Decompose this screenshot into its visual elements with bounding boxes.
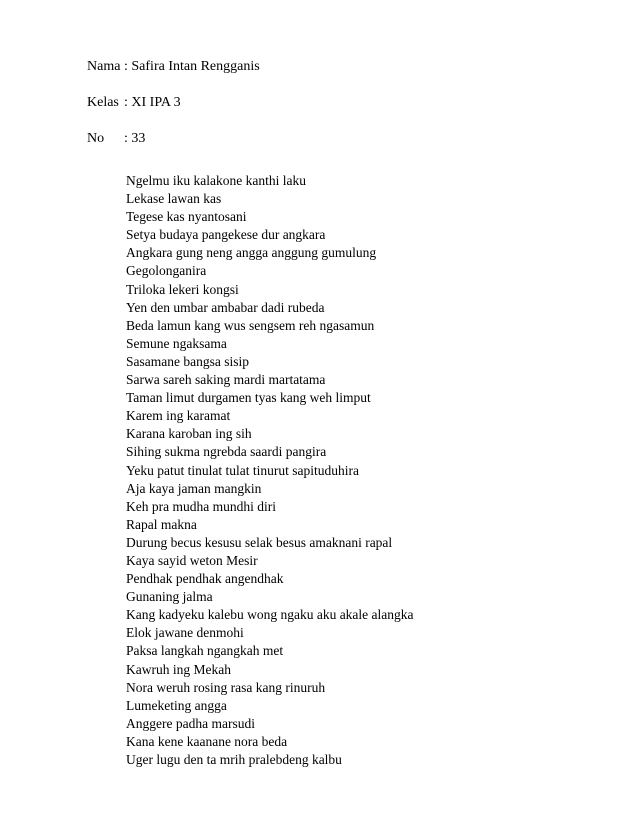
- poem-line: Angkara gung neng angga anggung gumulung: [126, 245, 377, 261]
- poem-line: Kang kadyeku kalebu wong ngaku aku akale alangka: [126, 607, 414, 623]
- poem-line: Elok jawane denmohi: [126, 625, 244, 641]
- poem-line: Keh pra mudha mundhi diri: [126, 498, 276, 514]
- poem-line: Karem ing karamat: [126, 408, 231, 424]
- poem-line: Sarwa sareh saking mardi martatama: [126, 372, 326, 388]
- poem-line: Gunaning jalma: [126, 589, 213, 605]
- poem-line: Sasamane bangsa sisip: [126, 353, 249, 369]
- class-row: [87, 94, 260, 112]
- poem-line: Kaya sayid weton Mesir: [126, 552, 258, 568]
- poem-line: Setya budaya pangekese dur angkara: [126, 227, 326, 243]
- poem-line: Yeku patut tinulat tulat tinurut sapituduhira: [126, 462, 359, 478]
- student-info: [87, 58, 260, 166]
- name-row: [87, 58, 260, 76]
- poem-line: Lekase lawan kas: [126, 191, 222, 207]
- poem-line: Taman limut durgamen tyas kang weh limput: [126, 390, 371, 406]
- poem-line: Pendhak pendhak angendhak: [126, 571, 284, 587]
- poem-line: Nora weruh rosing rasa kang rinuruh: [126, 679, 326, 695]
- name-label: Nama: [87, 59, 121, 74]
- poem-line: Durung becus kesusu selak besus amaknani rapal: [126, 534, 393, 550]
- poem-line: Paksa langkah ngangkah met: [126, 643, 284, 659]
- number-row: [87, 130, 260, 148]
- poem-line: Rapal makna: [126, 516, 197, 532]
- name-value: : Safira Intan Rengganis: [124, 59, 260, 74]
- poem-line: Uger lugu den ta mrih pralebdeng kalbu: [126, 752, 342, 767]
- poem-line: Ngelmu iku kalakone kanthi laku: [126, 173, 306, 188]
- poem-text: [126, 172, 414, 769]
- poem-line: Gegolonganira: [126, 263, 207, 279]
- poem-line: Anggere padha marsudi: [126, 715, 255, 731]
- poem-line: Beda lamun kang wus sengsem reh ngasamun: [126, 317, 375, 333]
- class-label: Kelas: [87, 95, 119, 110]
- number-value: : 33: [124, 131, 146, 146]
- poem-line: Karana karoban ing sih: [126, 426, 252, 442]
- number-label: No: [87, 131, 105, 146]
- poem-line: Yen den umbar ambabar dadi rubeda: [126, 299, 325, 315]
- poem-line: Lumeketing angga: [126, 697, 227, 713]
- class-value: : XI IPA 3: [124, 95, 181, 110]
- poem-line: Triloka lekeri kongsi: [126, 281, 239, 297]
- poem-line: Aja kaya jaman mangkin: [126, 480, 262, 496]
- poem-line: Sihing sukma ngrebda saardi pangira: [126, 444, 327, 460]
- poem-line: Tegese kas nyantosani: [126, 209, 247, 225]
- poem-line: Kana kene kaanane nora beda: [126, 733, 288, 749]
- poem-line: Semune ngaksama: [126, 335, 227, 351]
- poem-line: Kawruh ing Mekah: [126, 661, 231, 677]
